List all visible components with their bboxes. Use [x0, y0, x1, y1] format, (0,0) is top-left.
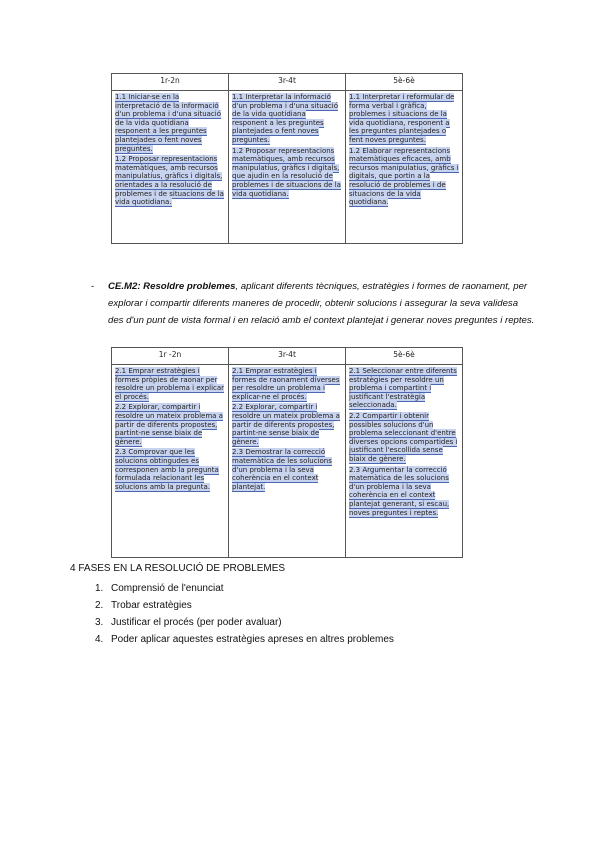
table-cell	[112, 365, 229, 558]
list-number: 3.	[95, 617, 104, 628]
criterion-text	[115, 155, 225, 207]
highlight: 1.2 Proposar representacions matemàtiques, amb recursos manipulatius, gràfics i digitals, que ajudin en la resolució de problemes i de situacions de la vida quotidiana.	[232, 146, 341, 198]
highlight: 1.2 Proposar representacions matemàtiques, amb recursos manipulatius, gràfics i digitals, orientades a la resolució de problemes i de situacions de la vida quotidiana.	[115, 155, 224, 207]
highlight: 1.1 Interpretar i reformular de forma verbal i gràfica, problemes i situacions de la vida quotidiana, responent a les preguntes plantejades o fent noves preguntes.	[349, 93, 455, 144]
highlight: 2.3 Demostrar la correcció matemàtica de les solucions d'un problema i la seva coherència en el context plantejat.	[232, 448, 332, 491]
criterion-text	[232, 448, 342, 491]
highlight: 2.1 Seleccionar entre diferents estratègies per resoldre un problema i compartint i justificant l'estratègia seleccionada.	[349, 367, 457, 410]
list-item	[95, 597, 394, 614]
criterion-text	[115, 448, 225, 491]
table-cell	[229, 91, 346, 244]
criterion-text	[349, 147, 459, 207]
list-item	[95, 614, 394, 631]
column-header: 1r -2n	[112, 348, 229, 365]
list-number: 1.	[95, 583, 104, 594]
criterion-text	[232, 93, 342, 145]
criterion-text	[349, 466, 459, 518]
criterion-text	[115, 367, 225, 401]
table-cell	[346, 91, 463, 244]
table-row	[112, 365, 463, 558]
criterion-text	[115, 403, 225, 446]
list-number: 2.	[95, 600, 104, 611]
highlight: 1.1 Interpretar la informació d'un problema i d'una situació de la vida quotidiana responent a les preguntes plantejades o fent noves preguntes.	[232, 93, 339, 144]
criterion-text	[349, 93, 459, 145]
phases-list	[95, 580, 394, 648]
highlight: 2.1 Emprar estratègies i formes pròpies de raonar per resoldre un problema i explicar el procés.	[115, 367, 225, 401]
column-header: 3r-4t	[229, 348, 346, 365]
table-cell	[112, 91, 229, 244]
list-item	[95, 631, 394, 648]
column-header: 3r-4t	[229, 74, 346, 91]
criterion-text	[232, 367, 342, 401]
list-number: 4.	[95, 634, 104, 645]
column-header: 5è-6è	[346, 74, 463, 91]
table-row	[112, 91, 463, 244]
phases-heading: 4 FASES EN LA RESOLUCIÓ DE PROBLEMES	[70, 563, 286, 574]
column-header: 5è-6è	[346, 348, 463, 365]
competence-description: , aplicant diferents tècniques, estratègies i formes de raonament, per explorar i compartir diferents maneres de procedir, obtenir solucions i assegurar la seva validesa des d'un punt de vista formal i en relació amb el context plantejat i generar noves preguntes i reptes.	[108, 281, 535, 326]
competence-paragraph	[91, 278, 536, 329]
list-text: Comprensió de l'enunciat	[111, 583, 224, 594]
criterion-text	[349, 412, 459, 464]
bullet-marker: -	[91, 281, 95, 292]
table-header-row	[112, 74, 463, 91]
criterion-text	[232, 147, 342, 199]
highlight: 1.1 Iniciar-se en la interpretació de la informació d'un problema i d'una situació de la vida quotidiana responent a les preguntes plantejades o fent noves preguntes.	[115, 93, 222, 153]
list-item	[95, 580, 394, 597]
competence-text	[91, 278, 536, 329]
highlight: 2.2 Explorar, compartir i resoldre un mateix problema a partir de diferents propostes, partint-ne sense biaix de gènere.	[115, 403, 223, 446]
highlight: 2.1 Emprar estratègies i formes de raonament diverses per resoldre un problema i explicar-ne el procés.	[232, 367, 340, 401]
table-cell	[346, 365, 463, 558]
highlight: 2.2 Compartir i obtenir possibles solucions d'un problema seleccionant d'entre diverses opcions compartides i justificant l'escollida sense biaix de gènere.	[349, 411, 458, 463]
list-text: Trobar estratègies	[111, 600, 192, 611]
highlight: 2.2 Explorar, compartir i resoldre un mateix problema a partir de diferents propostes, partint-ne sense biaix de gènere.	[232, 403, 340, 446]
list-text: Justificar el procés (per poder avaluar)	[111, 617, 282, 628]
table-cell	[229, 365, 346, 558]
criterion-text	[349, 367, 459, 410]
list-text: Poder aplicar aquestes estratègies apreses en altres problemes	[111, 634, 394, 645]
highlight: 2.3 Comprovar que les solucions obtingudes es corresponen amb la pregunta formulada relacionant les solucions amb la pregunta.	[115, 448, 219, 491]
highlight: 2.3 Argumentar la correcció matemàtica de les solucions d'un problema i la seva coherència en el context plantejat generant, si escau, noves preguntes i reptes.	[349, 465, 450, 517]
competence-table-2	[111, 347, 463, 558]
table-header-row	[112, 348, 463, 365]
competence-code: CE.M2: Resoldre problemes	[108, 281, 236, 292]
criterion-text	[115, 93, 225, 153]
highlight: 1.2 Elaborar representacions matemàtiques eficaces, amb recursos manipulatius, gràfics i digitals, que portin a la resolució de problemes i de situacions de la vida quotidiana.	[349, 146, 459, 207]
column-header: 1r-2n	[112, 74, 229, 91]
criterion-text	[232, 403, 342, 446]
competence-table-1	[111, 73, 463, 244]
